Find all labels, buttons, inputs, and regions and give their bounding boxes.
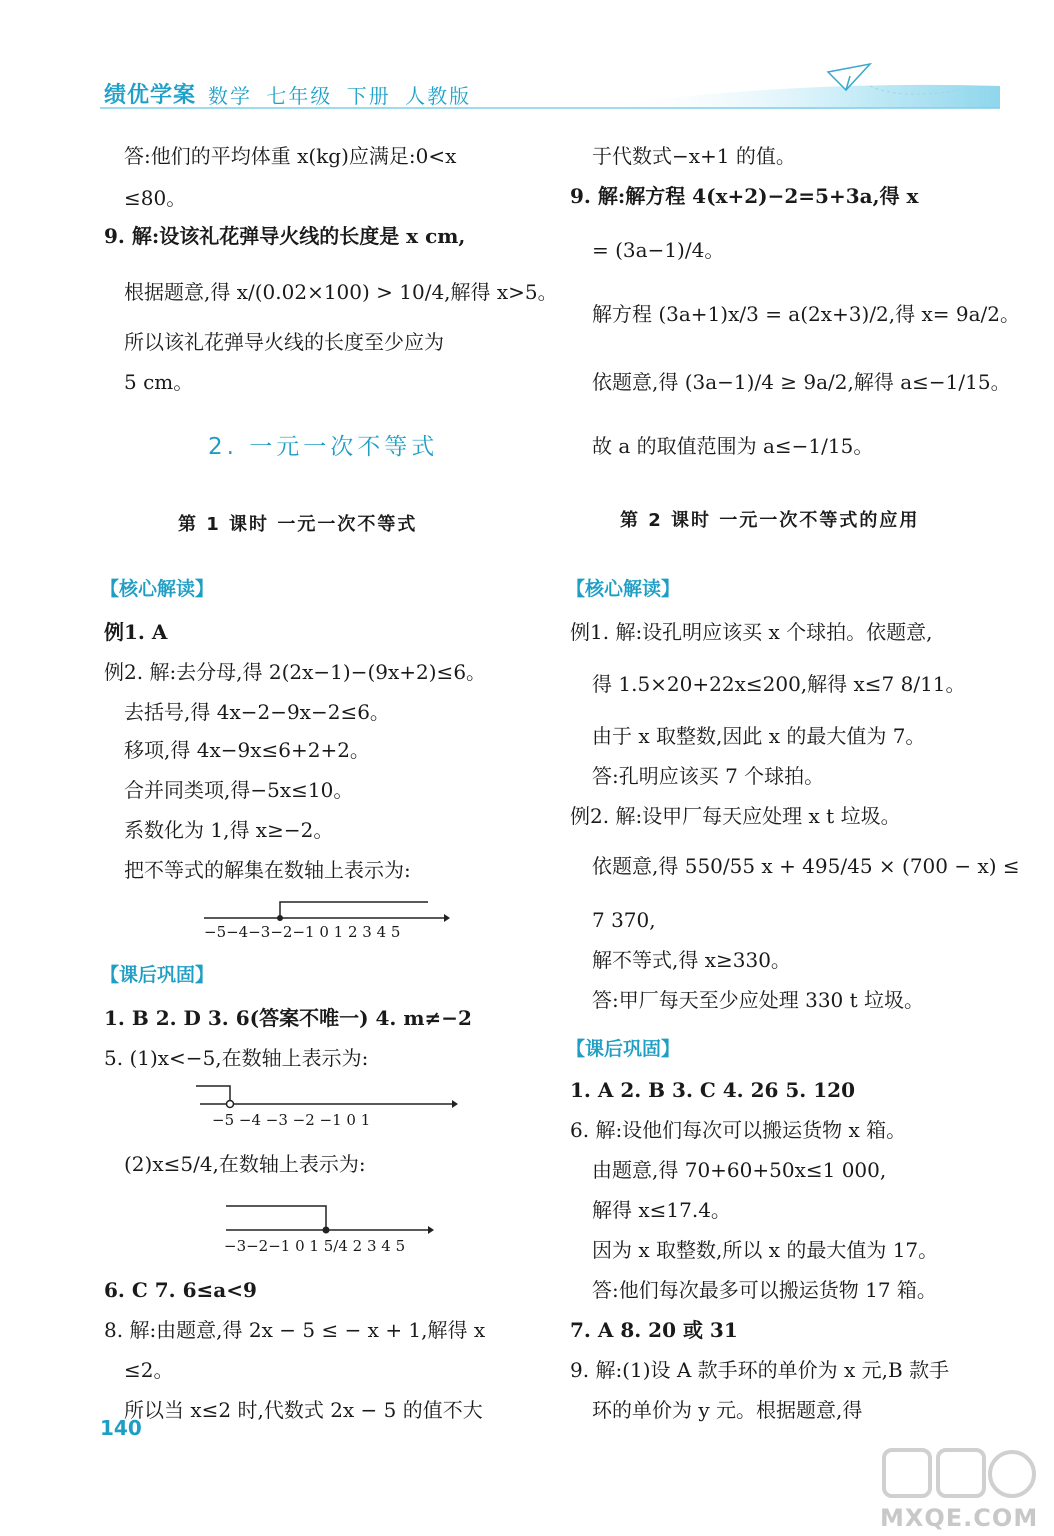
tag-core: 【核心解读】 [566, 578, 681, 600]
text-line: 合并同类项,得−5x≤10。 [124, 778, 354, 802]
text-line: 7 370, [592, 908, 656, 932]
text-line: 例2. 解:设甲厂每天应处理 x t 垃圾。 [570, 804, 901, 828]
lesson-title: 第 2 课时 一元一次不等式的应用 [620, 510, 920, 531]
text-line: 答:他们每次最多可以搬运货物 17 箱。 [592, 1278, 937, 1302]
number-line-3 [220, 1196, 440, 1236]
text-line: 所以该礼花弹导火线的长度至少应为 [124, 330, 444, 354]
text-line: ≤80。 [124, 186, 187, 210]
text-line: 1. A 2. B 3. C 4. 26 5. 120 [570, 1078, 855, 1102]
text-line: 例2. 解:去分母,得 2(2x−1)−(9x+2)≤6。 [104, 660, 487, 684]
text-line: 5 cm。 [124, 370, 194, 394]
text-line: 去括号,得 4x−2−9x−2≤6。 [124, 700, 390, 724]
text-line: 所以当 x≤2 时,代数式 2x − 5 的值不大 [124, 1398, 483, 1422]
axis-labels: −3−2−1 0 1 5/4 2 3 4 5 [224, 1237, 406, 1255]
text-line: 答:他们的平均体重 x(kg)应满足:0<x [124, 144, 457, 168]
text-line: 6. C 7. 6≤a<9 [104, 1278, 257, 1302]
section-title: 2. 一元一次不等式 [208, 434, 439, 460]
text-line: 系数化为 1,得 x≥−2。 [124, 818, 334, 842]
text-line: 环的单价为 y 元。根据题意,得 [592, 1398, 863, 1422]
text-line: 7. A 8. 20 或 31 [570, 1318, 738, 1342]
text-line: 8. 解:由题意,得 2x − 5 ≤ − x + 1,解得 x [104, 1318, 486, 1342]
text-line: 例1. A [104, 620, 168, 644]
watermark-text: MXQE.COM [880, 1504, 1039, 1532]
text-line: 于代数式−x+1 的值。 [592, 144, 796, 168]
text-line: = (3a−1)/4。 [592, 238, 725, 262]
text-line: 9. 解:设该礼花弹导火线的长度是 x cm, [104, 224, 466, 248]
text-line: 9. 解:解方程 4(x+2)−2=5+3a,得 x [570, 184, 919, 208]
tag-after: 【课后巩固】 [566, 1038, 681, 1060]
text-line: 例1. 解:设孔明应该买 x 个球拍。依题意, [570, 620, 933, 644]
text-line: (2)x≤5/4,在数轴上表示为: [124, 1152, 366, 1176]
text-line: 由于 x 取整数,因此 x 的最大值为 7。 [592, 724, 926, 748]
page-number: 140 [100, 1416, 142, 1440]
text-line: 答:孔明应该买 7 个球拍。 [592, 764, 825, 788]
text-line: ≤2。 [124, 1358, 174, 1382]
text-line: 1. B 2. D 3. 6(答案不唯一) 4. m≠−2 [104, 1006, 472, 1030]
text-line: 依题意,得 (3a−1)/4 ≥ 9a/2,解得 a≤−1/15。 [592, 370, 1011, 394]
text-line: 解方程 (3a+1)x/3 = a(2x+3)/2,得 x= 9a/2。 [592, 302, 1021, 326]
text-line: 把不等式的解集在数轴上表示为: [124, 858, 411, 882]
text-line: 依题意,得 550/55 x + 495/45 × (700 − x) ≤ [592, 854, 1020, 878]
axis-labels: −5−4−3−2−1 0 1 2 3 4 5 [204, 923, 401, 941]
lesson-title: 第 1 课时 一元一次不等式 [178, 514, 418, 535]
axis-labels: −5 −4 −3 −2 −1 0 1 [212, 1111, 371, 1129]
text-line: 解不等式,得 x≥330。 [592, 948, 791, 972]
text-line: 6. 解:设他们每次可以搬运货物 x 箱。 [570, 1118, 907, 1142]
text-line: 根据题意,得 x/(0.02×100) > 10/4,解得 x>5。 [124, 280, 558, 304]
text-line: 由题意,得 70+60+50x≤1 000, [592, 1158, 887, 1182]
text-line: 故 a 的取值范围为 a≤−1/15。 [592, 434, 874, 458]
text-line: 移项,得 4x−9x≤6+2+2。 [124, 738, 370, 762]
text-line: 5. (1)x<−5,在数轴上表示为: [104, 1046, 369, 1070]
text-line: 9. 解:(1)设 A 款手环的单价为 x 元,B 款手 [570, 1358, 950, 1382]
tag-core: 【核心解读】 [100, 578, 215, 600]
header-subtitle: 数学 七年级 下册 人教版 [208, 84, 472, 108]
text-line: 解得 x≤17.4。 [592, 1198, 731, 1222]
text-line: 答:甲厂每天至少应处理 330 t 垃圾。 [592, 988, 925, 1012]
tag-after: 【课后巩固】 [100, 964, 215, 986]
brand-logo: 绩优学案 [104, 83, 197, 108]
text-line: 得 1.5×20+22x≤200,解得 x≤7 8/11。 [592, 672, 966, 696]
text-line: 因为 x 取整数,所以 x 的最大值为 17。 [592, 1238, 939, 1262]
